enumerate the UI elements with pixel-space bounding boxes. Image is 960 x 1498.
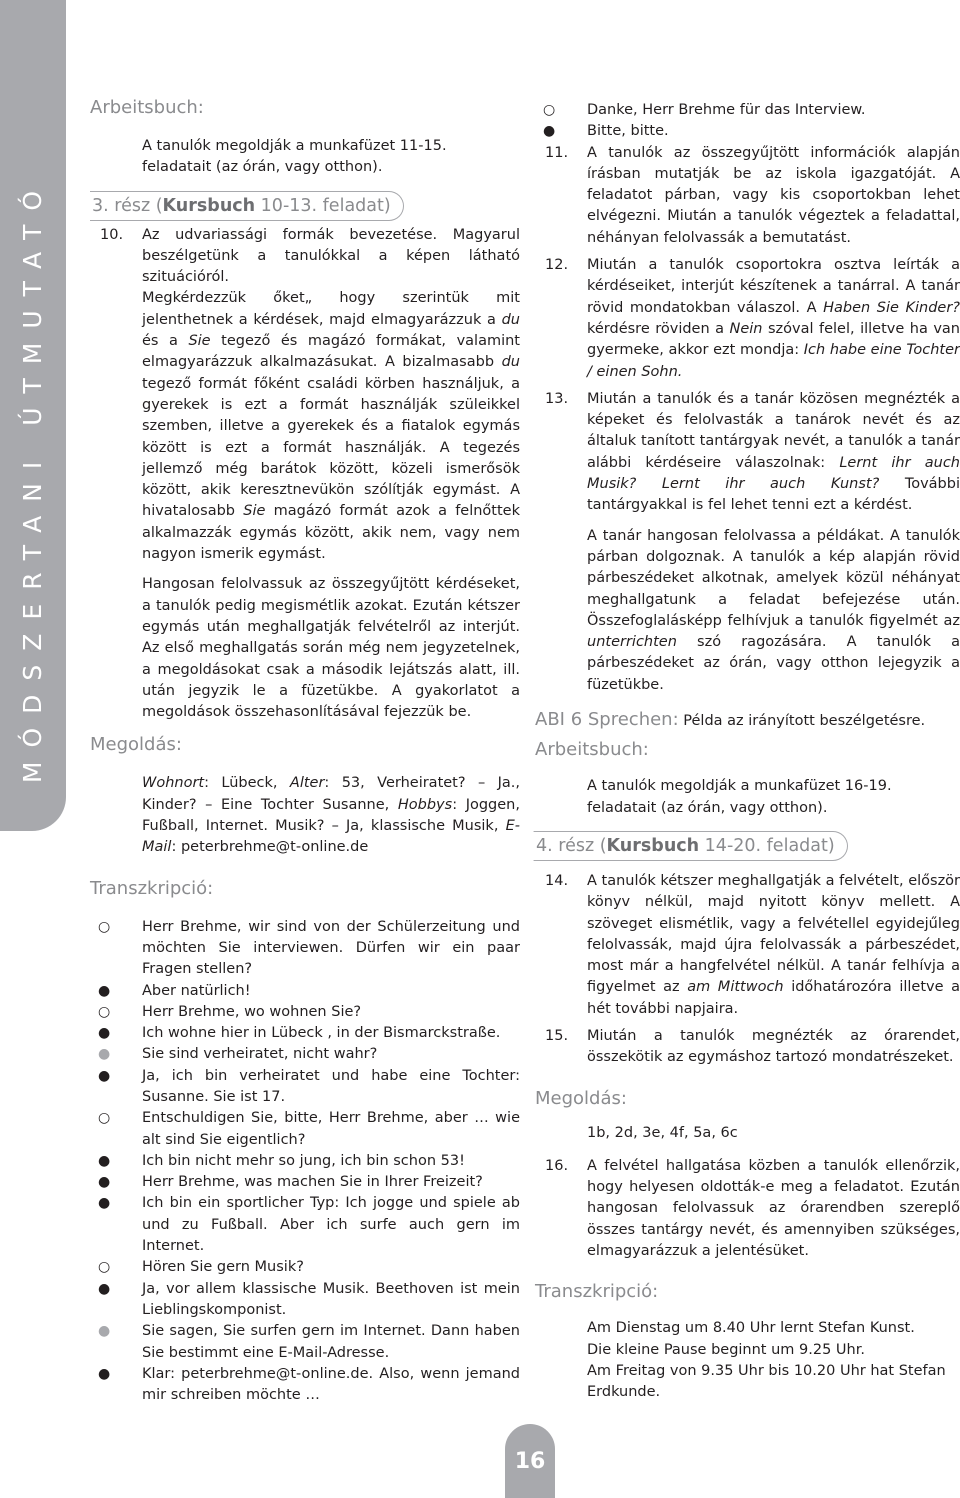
- arbeitsbuch-heading: Arbeitsbuch:: [90, 97, 204, 118]
- bullet-icon: ●: [98, 1323, 111, 1340]
- item-12: 12. Miután a tanulók csoportokra osztva leírták a kérdéseiket, interjút készítenek a tanárral. A tanár rövid mondatokban válaszol. A Haben Sie Kinder? kérdésre röviden a Nein szóval felel, illetve ha van gyermeke, akkor ezt mondja: Ich habe eine Tochter / einen Sohn.: [545, 257, 960, 380]
- transcript-line: [90, 1279, 520, 1322]
- transcript-line: [90, 1023, 520, 1044]
- item-16: 16. A felvétel hallgatása közben a tanulók ellenőrzik, hogy helyesen oldották-e meg a feladatot. Ezután hangosan felolvassuk az órarendben szereplő összes tantárgy nevét, és amennyiben szükséges, elmagyarázzuk a jelentésüket.: [545, 1157, 960, 1260]
- open-circle-icon: ○: [98, 1259, 111, 1276]
- transcript-text: Ich bin nicht mehr so jung, ich bin schon 53!: [142, 1152, 465, 1169]
- transcript-line: Die kleine Pause beginnt um 9.25 Uhr.: [587, 1341, 865, 1358]
- transcript-text: Sie sagen, Sie surfen gern im Internet. Dann haben Sie bestimmt eine E-Mail-Adresse.: [142, 1323, 520, 1361]
- transcript-lines: [587, 1318, 960, 1403]
- bullet-icon: ●: [98, 1280, 111, 1297]
- open-circle-icon: ○: [98, 1110, 111, 1127]
- transcript-text: Klar: peterbrehme@t-online.de. Also, wenn jemand mir schreiben möchte …: [142, 1365, 520, 1404]
- open-circle-icon: ○: [98, 918, 111, 935]
- transcript-line: [90, 1364, 520, 1407]
- bullet-icon: ●: [98, 1174, 111, 1191]
- transcript-text: Herr Brehme, wir sind von der Schülerzeitung und möchten Sie interviewen. Dürfen wir ein paar Fragen stellen?: [142, 918, 520, 978]
- arbeitsbuch-text-2: A tanulók megoldják a munkafüzet 16-19. feladatait (az órán, vagy otthon).: [587, 778, 892, 816]
- bullet-icon: ●: [98, 1152, 111, 1169]
- bullet-icon: ●: [98, 1195, 111, 1212]
- transcript-text: Ja, ich bin verheiratet und habe eine Tochter: Susanne. Sie ist 17.: [142, 1067, 520, 1105]
- transcript-text: Herr Brehme, wo wohnen Sie?: [142, 1003, 362, 1020]
- megoldas-heading-2: Megoldás:: [535, 1087, 627, 1109]
- arbeitsbuch-heading-2: Arbeitsbuch:: [535, 739, 649, 761]
- transcript-line: [90, 1321, 520, 1364]
- item-10: 10. Az udvariassági formák bevezetése. Magyarul beszélgetünk a tanulókkal a képen látható szituációról.: [100, 226, 520, 286]
- part-3-heading: 3. rész (Kursbuch 10-13. feladat): [90, 191, 520, 221]
- arbeitsbuch-text: A tanulók megoldják a munkafüzet 11-15. feladatait (az órán, vagy otthon).: [142, 138, 447, 176]
- politeness-paragraph: Megkérdezzük őket„ hogy szerintük mit jelenthetnek a kérdések, majd elmagyarázzuk a du és a Sie tegező és magázó formákat, valamint elmagyarázzuk alkalmazásukat. A bizalmasabb du tegező formát főként családi körben használjuk, a gyerekek is ezt a formát használják szüleikkel szemben, illetve a gyerekek és a fiatalok egymás között is ezt a formát használják. A tegezés jellemző még barátok között, közeli ismerősök között, akik keresztnevükön szólítják egymást. A hivatalosabb Sie magázó formát azok a felnőttek alkalmazzák egymás között, akik nem, vagy nem nagyon ismerik egymást.: [142, 290, 520, 563]
- transcript-line: [90, 1044, 520, 1065]
- bullet-icon: ●: [98, 1067, 111, 1084]
- left-column: [90, 96, 520, 1406]
- listening-paragraph: Hangosan felolvassuk az összegyűjtött kérdéseket, a tanulók pedig megismétlik azokat. Ezután kétszer egymás után meghallgatják felvételről az interjút. Az első meghallgatás során még nem jegyzetelnek, a megoldásokat csak a második lejátszás alatt, ill. után jegyzik le a füzetükbe. A gyakorlatot a megoldások összehasonlításával fejezzük be.: [142, 576, 520, 721]
- bullet-icon: ●: [98, 1025, 111, 1042]
- megoldas-heading: Megoldás:: [90, 734, 182, 756]
- bullet-icon: ●: [543, 123, 556, 140]
- item-15: 15. Miután a tanulók megnézték az órarendet, összekötik az egymáshoz tartozó mondatrészeket.: [545, 1027, 960, 1066]
- transcript-text: Danke, Herr Brehme für das Interview.: [587, 102, 866, 118]
- part-4-heading: 4. rész (Kursbuch 14-20. feladat): [533, 831, 960, 861]
- transcript-line: [90, 1257, 520, 1278]
- transcript-text: Hören Sie gern Musik?: [142, 1259, 304, 1276]
- transcript-text: Ich bin ein sportlicher Typ: Ich jogge und spiele ab und zu Fußball. Aber ich surfe auch gern im Internet.: [142, 1195, 520, 1255]
- transcript-line: [535, 121, 960, 142]
- abi-6-line: ABI 6 Sprechen: Példa az irányított beszélgetésre.: [535, 709, 926, 731]
- open-circle-icon: ○: [543, 102, 556, 118]
- transcript-line: [90, 981, 520, 1002]
- item-14: 14. A tanulók kétszer meghallgatják a felvételt, először könyv nélkül, majd nyitott könyv mellett. A szöveget elismétlik, vagy a felvétellel egyidejűleg felolvassák, majd újra felolvassák a párbeszédet, most már a hangfelvétel nélkül. A tanár felhívja a figyelmet az am Mittwoch időhatározóra illetve a hét további napjaira.: [545, 872, 960, 1017]
- item-13: 13. Miután a tanulók és a tanár közösen megnézték a képeket és felolvasták a tanárok nevét és az általuk tanított tantárgyak nevét, a tanulók a tanár alábbi kérdéseire válaszolnak: Lernt ihr auch Musik? Lernt ihr auch Kunst? További tantárgyakkal is fel lehet tenni ezt a kérdést.: [545, 390, 960, 514]
- page-number: 16: [505, 1424, 555, 1498]
- transcript-line: Am Freitag von 9.35 Uhr bis 10.20 Uhr hat Stefan Erdkunde.: [587, 1362, 946, 1401]
- transcript-line: [90, 1108, 520, 1151]
- transcript-line: [90, 917, 520, 981]
- side-label: MÓDSZERTANI ÚTMUTATÓ: [18, 176, 47, 784]
- item-13-paragraph: A tanár hangosan felolvassa a példákat. A tanulók párban dolgoznak. A tanulók a kép alapján rövid párbeszédeket alkotnak, amelyek közül néhányat meghallgatunk a feladat befejezése után. Összefoglalásképp felhívjuk a tanulók figyelmét az unterrichten szó ragozására. A tanulók a párbeszédeket az órán, vagy otthon lejegyzik a füzetükbe.: [587, 527, 960, 693]
- transcript-text: Bitte, bitte.: [587, 123, 669, 140]
- transcript-end: [535, 100, 960, 143]
- bullet-icon: ●: [98, 1046, 111, 1063]
- transcript-line: [535, 100, 960, 121]
- transzkripcio-heading: Transzkripció:: [90, 877, 214, 899]
- transcript-text: Aber natürlich!: [142, 982, 251, 999]
- transcript-text: Sie sind verheiratet, nicht wahr?: [142, 1046, 378, 1063]
- transcript-text: Ja, vor allem klassische Musik. Beethoven ist mein Lieblingskomponist.: [142, 1280, 520, 1318]
- solution-text: Wohnort: Lübeck, Alter: 53, Verheiratet? – Ja., Kinder? – Eine Tochter Susanne, Hobbys: Joggen, Fußball, Internet. Musik? – Ja, klassische Musik, E-Mail: peterbrehme@t-online.de: [142, 775, 520, 856]
- open-circle-icon: ○: [98, 1003, 111, 1020]
- side-tab: [0, 0, 66, 831]
- transcript-text: Entschuldigen Sie, bitte, Herr Brehme, aber … wie alt sind Sie eigentlich?: [142, 1110, 520, 1148]
- transcript-line: [90, 1151, 520, 1172]
- transcript-line: [90, 1002, 520, 1023]
- transcript-text: Ich wohne hier in Lübeck , in der Bismarckstraße.: [142, 1025, 501, 1042]
- megoldas-text-2: 1b, 2d, 3e, 4f, 5a, 6c: [587, 1124, 738, 1141]
- transcript-line: [90, 1193, 520, 1257]
- transcript-text: Herr Brehme, was machen Sie in Ihrer Freizeit?: [142, 1174, 483, 1191]
- right-column: [535, 100, 960, 1404]
- bullet-icon: ●: [98, 1365, 111, 1382]
- transcript-line: [90, 1066, 520, 1109]
- item-11: 11. A tanulók az összegyűjtött információk alapján írásban mutatják be az iskola igazgatóját. A feladatot párban, vagy kis csoportokban lehet elvégezni. Miután a tanulók végeztek a feladattal, néhányan felolvassák a bemutatást.: [545, 144, 960, 246]
- transzkripcio-heading-2: Transzkripció:: [535, 1281, 659, 1303]
- bullet-icon: ●: [98, 982, 111, 999]
- transcript-list: [90, 917, 520, 1407]
- transcript-line: Am Dienstag um 8.40 Uhr lernt Stefan Kunst.: [587, 1320, 915, 1337]
- transcript-line: [90, 1172, 520, 1193]
